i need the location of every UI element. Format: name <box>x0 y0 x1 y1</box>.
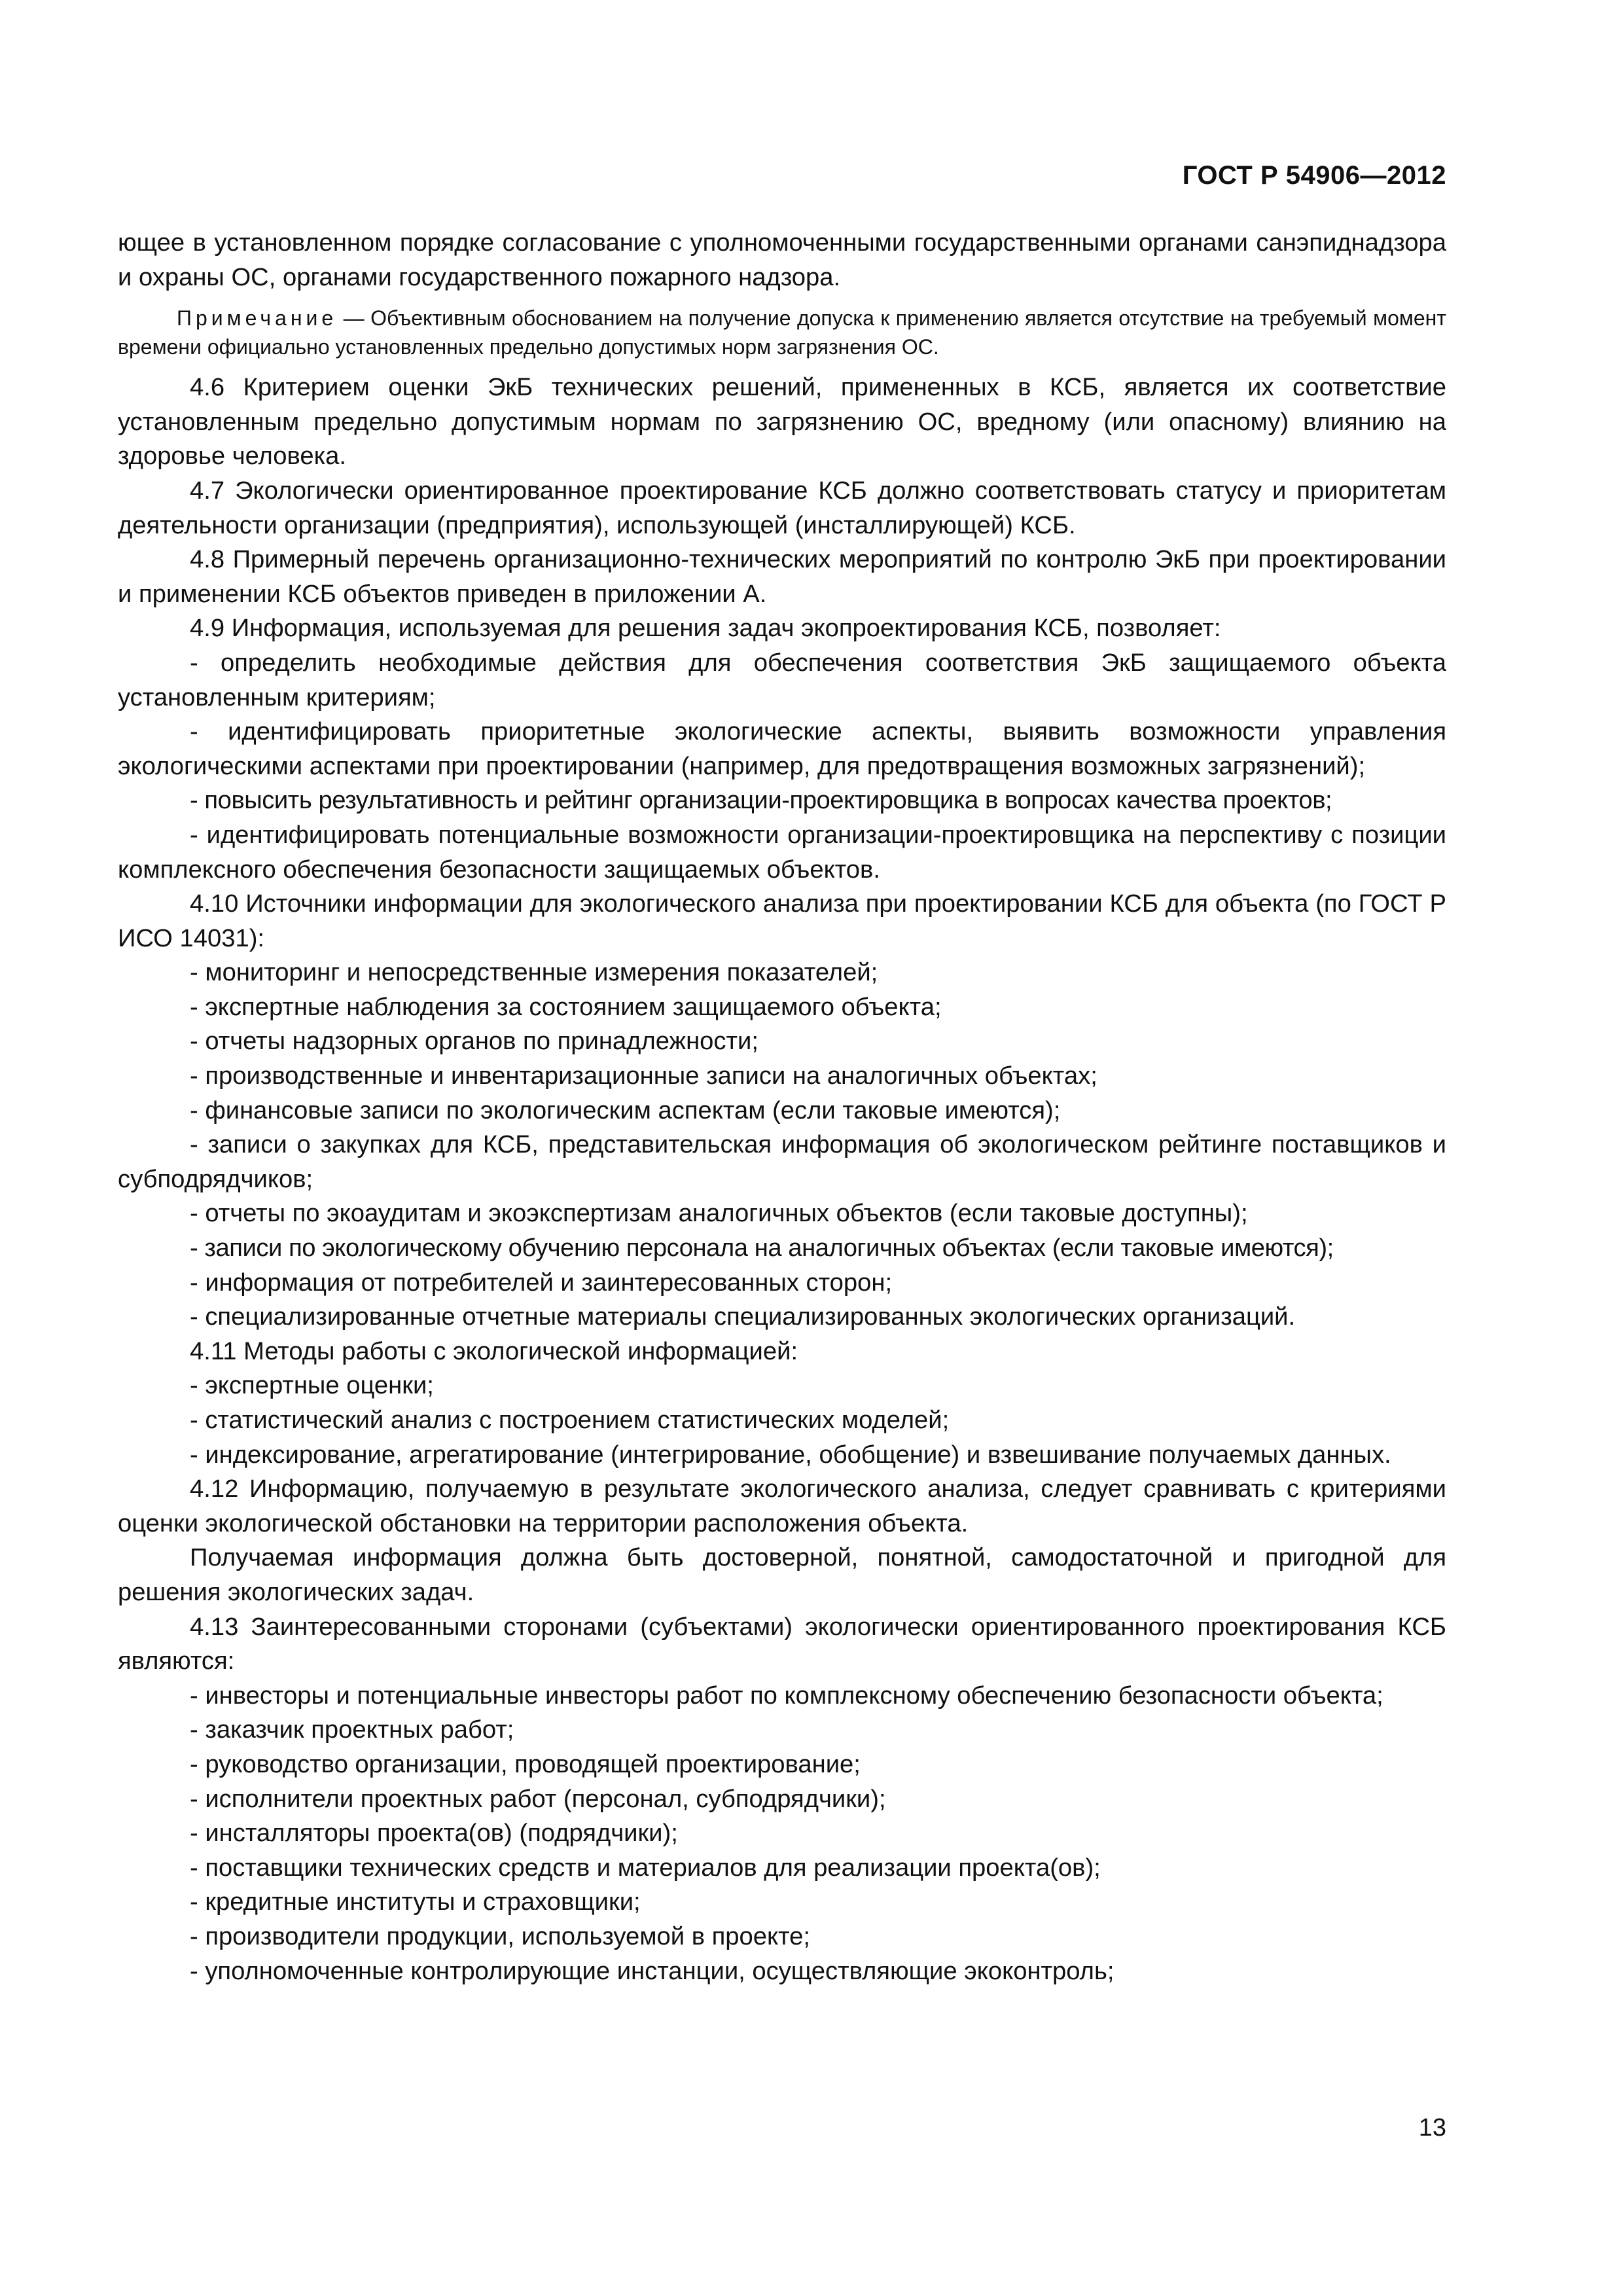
list-item: - финансовые записи по экологическим аспектам (если таковые имеются); <box>190 1096 1061 1124</box>
paragraph-continuation: ющее в установленном порядке согласование с уполномоченными государственными органами санэпиднадзора и охраны ОС, органами государственного пожарного надзора. <box>118 228 1446 291</box>
list-item: - отчеты надзорных органов по принадлежности; <box>190 1027 758 1056</box>
list-item: - экспертные оценки; <box>190 1371 434 1400</box>
standard-id-header: ГОСТ Р 54906—2012 <box>1182 161 1446 190</box>
list-item: - индексирование, агрегатирование (интегрирование, обобщение) и взвешивание получаемых данных. <box>190 1440 1391 1469</box>
page-body <box>118 226 1446 1988</box>
list-item: - отчеты по экоаудитам и экоэкспертизам аналогичных объектов (если таковые доступны); <box>190 1199 1248 1228</box>
list-item: - инвесторы и потенциальные инвесторы работ по комплексному обеспечению безопасности объекта; <box>190 1681 1383 1710</box>
clause-4-12: 4.12 Информацию, получаемую в результате экологического анализа, следует сравнивать с критериями оценки экологической обстановки на территории расположения объекта. <box>118 1475 1446 1537</box>
list-item: - статистический анализ с построением статистических моделей; <box>190 1406 950 1434</box>
list-item: - инсталляторы проекта(ов) (подрядчики); <box>190 1819 678 1848</box>
list-item: - производители продукции, используемой в проекте; <box>190 1922 811 1950</box>
list-item: - заказчик проектных работ; <box>190 1715 514 1744</box>
list-item: - идентифицировать потенциальные возможности организации-проектировщика на перспективу с позиции комплексного обеспечения безопасности защищаемых объектов. <box>118 820 1446 884</box>
list-item: - экспертные наблюдения за состоянием защищаемого объекта; <box>190 992 942 1021</box>
clause-4-9: 4.9 Информация, используемая для решения задач экопроектирования КСБ, позволяет: <box>190 614 1221 643</box>
paragraph: Получаемая информация должна быть достоверной, понятной, самодостаточной и пригодной для решения экологических задач. <box>118 1543 1446 1606</box>
clause-4-7: 4.7 Экологически ориентированное проектирование КСБ должно соответствовать статусу и приоритетам деятельности организации (предприятия), использующей (инсталлирующей) КСБ. <box>118 476 1446 539</box>
list-item: - уполномоченные контролирующие инстанции, осуществляющие экоконтроль; <box>190 1956 1115 1985</box>
list-item: - поставщики технических средств и материалов для реализации проекта(ов); <box>190 1853 1101 1882</box>
list-item: - повысить результативность и рейтинг организации-проектировщика в вопросах качества проектов; <box>190 786 1332 815</box>
list-item: - специализированные отчетные материалы специализированных экологических организаций. <box>190 1302 1296 1331</box>
note-label: Примечание <box>177 306 338 331</box>
list-item: - идентифицировать приоритетные экологические аспекты, выявить возможности управления экологическими аспектами при проектировании (например, для предотвращения возможных загрязнений); <box>118 717 1446 780</box>
clause-4-8: 4.8 Примерный перечень организационно-технических мероприятий по контролю ЭкБ при проектировании и применении КСБ объектов приведен в приложении А. <box>118 545 1446 608</box>
list-item: - руководство организации, проводящей проектирование; <box>190 1749 861 1778</box>
note <box>118 304 1446 361</box>
list-item: - записи о закупках для КСБ, представительская информация об экологическом рейтинге поставщиков и субподрядчиков; <box>118 1130 1446 1193</box>
list-item: - определить необходимые действия для обеспечения соответствия ЭкБ защищаемого объекта установленным критериям; <box>118 648 1446 711</box>
clause-4-11: 4.11 Методы работы с экологической информацией: <box>190 1336 798 1365</box>
page-number: 13 <box>1418 2114 1446 2142</box>
list-item: - производственные и инвентаризационные записи на аналогичных объектах; <box>190 1062 1097 1090</box>
list-item: - кредитные институты и страховщики; <box>190 1888 641 1916</box>
note-text: — Объективным обоснованием на получение допуска к применению является отсутствие на требуемый момент времени официально установленных предельно допустимых норм загрязнения ОС. <box>118 306 1446 359</box>
clause-4-13: 4.13 Заинтересованными сторонами (субъектами) экологически ориентированного проектирования КСБ являются: <box>118 1612 1446 1676</box>
clause-4-10: 4.10 Источники информации для экологического анализа при проектировании КСБ для объекта (по ГОСТ Р ИСО 14031): <box>118 889 1446 952</box>
list-item: - исполнители проектных работ (персонал, субподрядчики); <box>190 1784 886 1813</box>
list-item: - мониторинг и непосредственные измерения показателей; <box>190 958 878 987</box>
clause-4-6: 4.6 Критерием оценки ЭкБ технических решений, примененных в КСБ, является их соответствие установленным предельно допустимым нормам по загрязнению ОС, вредному (или опасному) влиянию на здоровье человека. <box>118 373 1446 471</box>
list-item: - информация от потребителей и заинтересованных сторон; <box>190 1268 893 1297</box>
list-item: - записи по экологическому обучению персонала на аналогичных объектах (если таковые имеются); <box>190 1234 1334 1263</box>
